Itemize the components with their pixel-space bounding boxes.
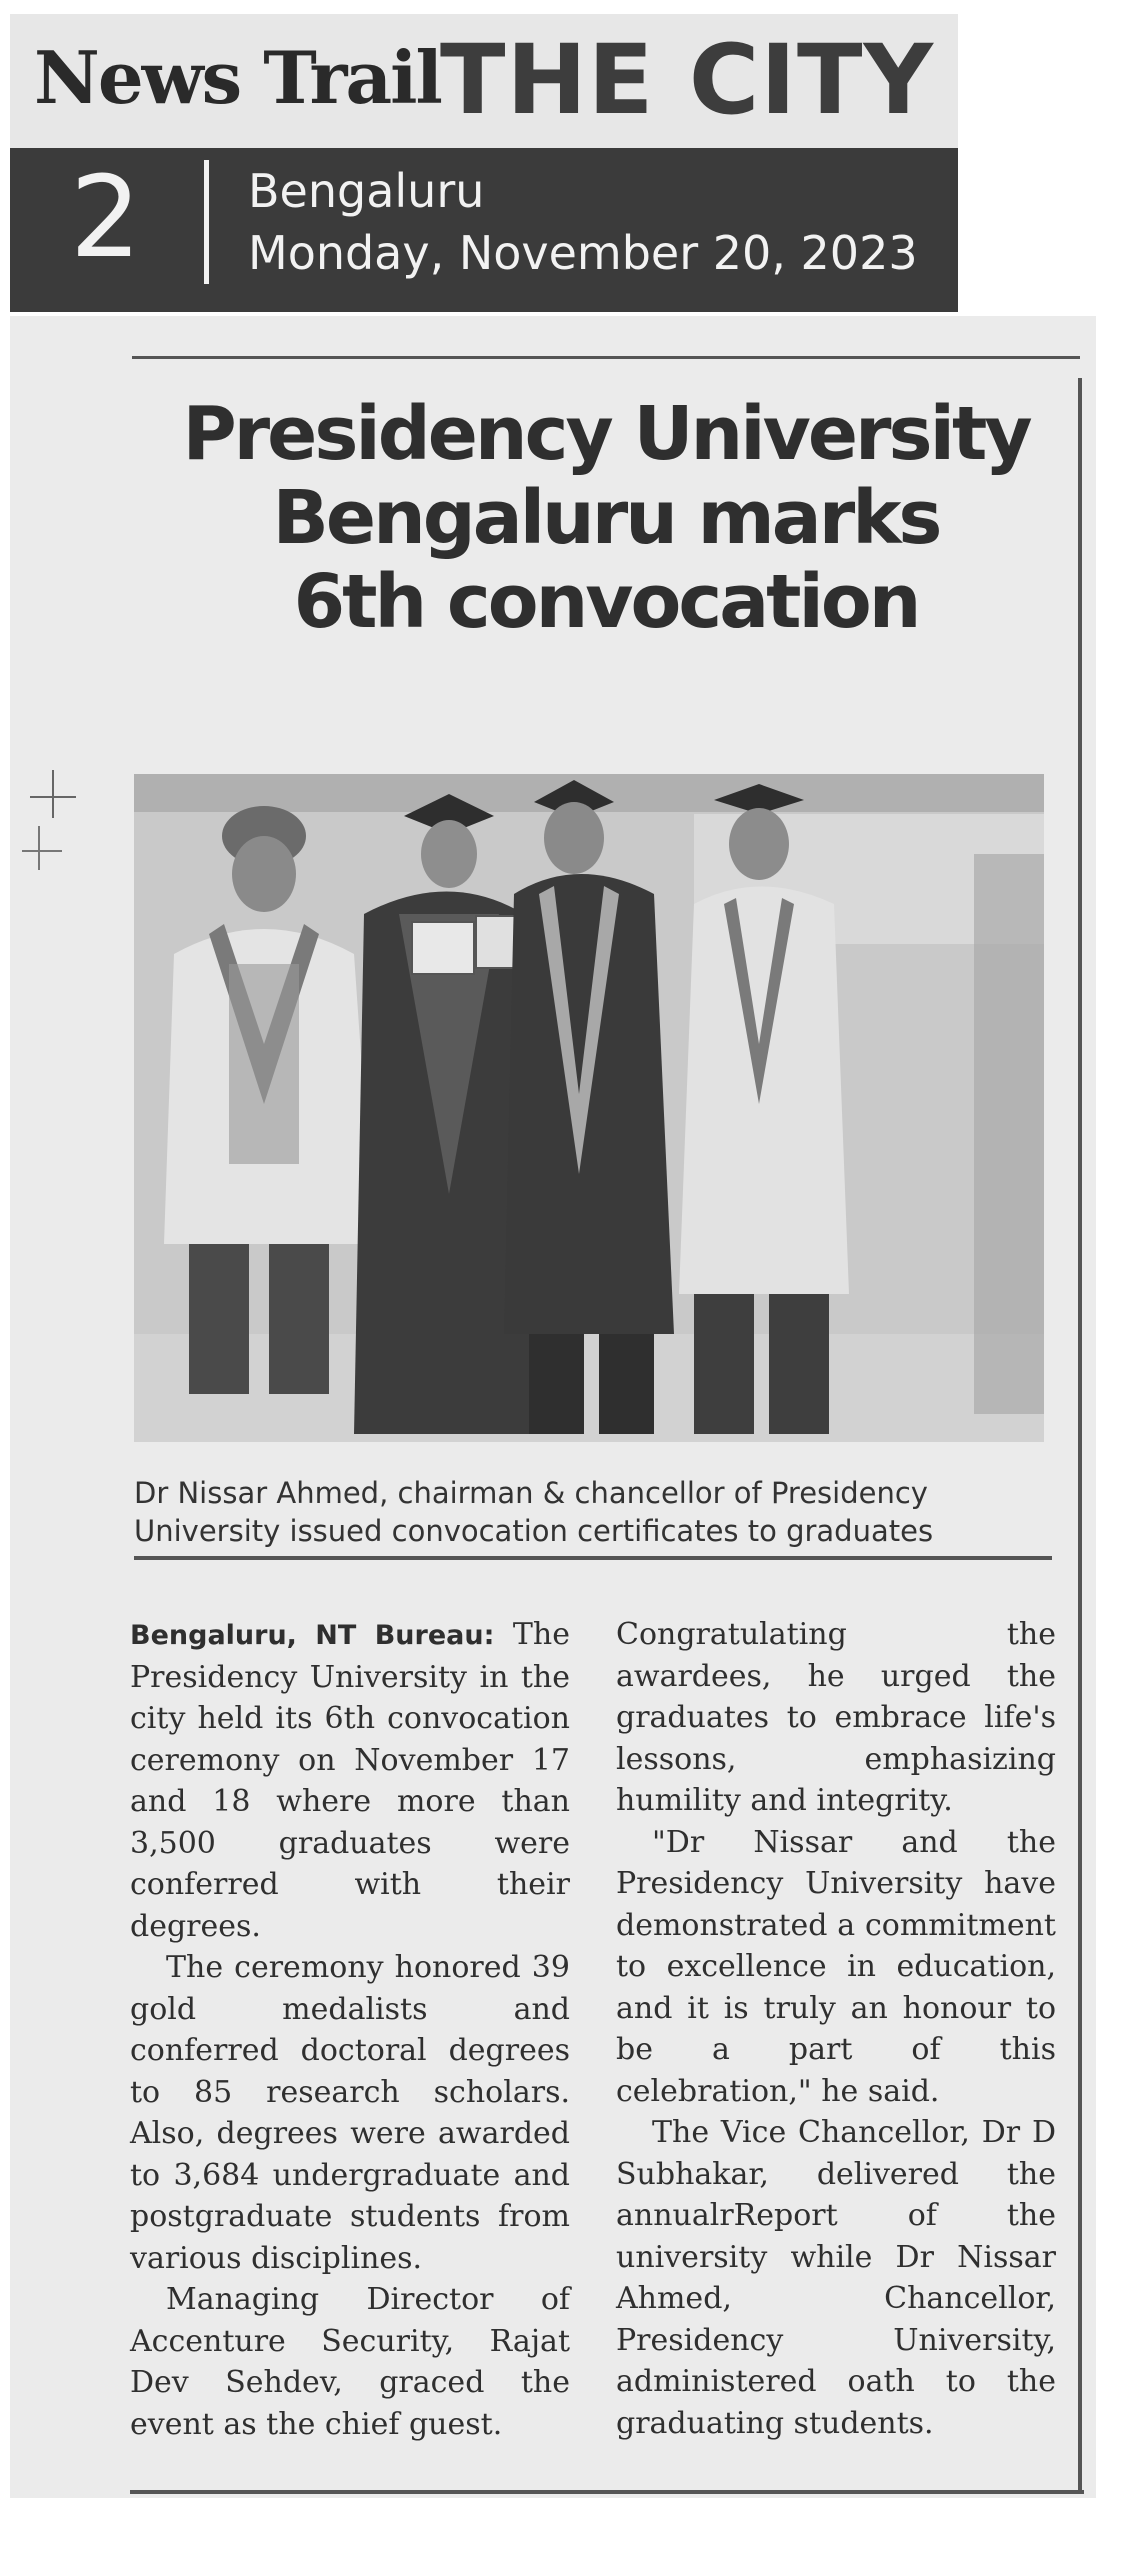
article-paragraph: Congratulating the awardees, he urged the graduates to embrace life's lessons, emphasizing humility and integrity. <box>616 1617 1056 1818</box>
crop-mark <box>38 826 40 870</box>
article-paragraph: Managing Director of Accenture Security, Rajat Dev Sehdev, graced the event as the chief guest. <box>130 2282 570 2442</box>
article-column-left <box>130 1614 570 2445</box>
newspaper-brand: News Trail <box>34 35 441 120</box>
page-number: 2 <box>70 153 142 283</box>
paragraph-text: The Presidency University in the city held its 6th convocation ceremony on November 17 and 18 where more than 3,500 graduates were conferred with their degrees. <box>130 1617 570 1944</box>
byline: Bengaluru, NT Bureau: <box>130 1620 495 1651</box>
convocation-photo <box>134 774 1044 1442</box>
article-headline <box>132 392 1080 644</box>
masthead <box>10 14 958 150</box>
headline-line: Bengaluru marks <box>272 475 940 561</box>
article-column-right <box>616 1614 1056 2444</box>
article-paragraph: The Vice Chancellor, Dr D Subhakar, delivered the annualrReport of the university while Dr Nissar Ahmed, Chancellor, Presidency University, administered oath to the graduating students. <box>616 2115 1056 2441</box>
section-title: THE CITY <box>440 24 934 136</box>
dateline-bar <box>10 148 958 312</box>
photo-caption: Dr Nissar Ahmed, chairman & chancellor of Presidency University issued convocation certificates to graduates <box>134 1476 934 1548</box>
article-right-rule <box>1078 378 1082 2494</box>
crop-mark <box>22 850 62 852</box>
caption-rule <box>134 1556 1052 1560</box>
article-bottom-rule <box>130 2490 1084 2494</box>
article-paragraph: "Dr Nissar and the Presidency University have demonstrated a commitment to excellence in education, and it is truly an honour to be a part of this celebration," he said. <box>616 1824 1056 2109</box>
article-top-rule <box>132 356 1080 359</box>
article-paragraph <box>130 1614 570 1947</box>
article-paragraph: The ceremony honored 39 gold medalists and conferred doctoral degrees to 85 research scholars. Also, degrees were awarded to 3,684 undergraduate and postgraduate students from various disciplines. <box>130 1950 570 2276</box>
crop-mark <box>52 770 54 818</box>
dateline-divider <box>204 160 209 284</box>
dateline-date: Monday, November 20, 2023 <box>248 226 918 280</box>
headline-line: Presidency University <box>182 391 1030 477</box>
headline-line: 6th convocation <box>293 559 919 645</box>
dateline-city: Bengaluru <box>248 164 485 218</box>
